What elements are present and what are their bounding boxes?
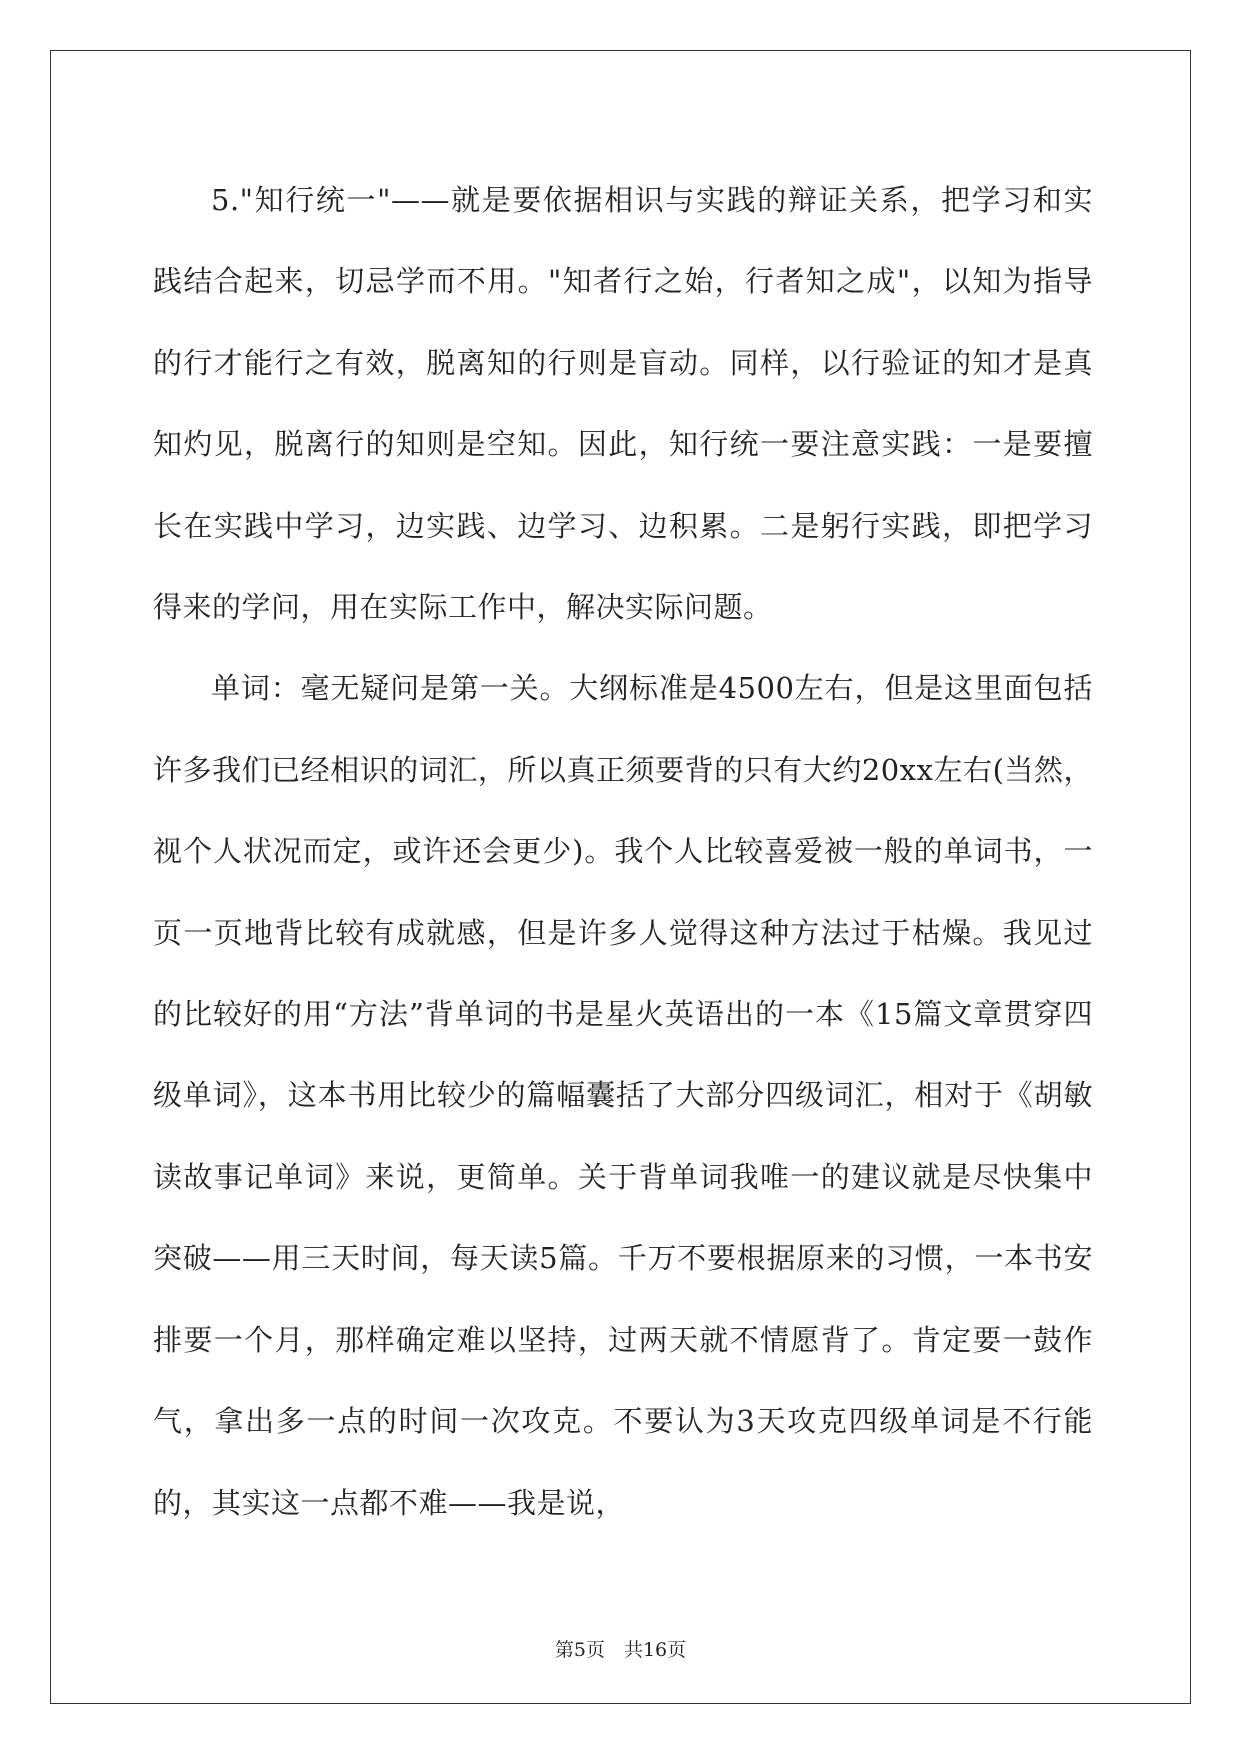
page-number-label: 第5页 共16页 <box>554 1639 687 1661</box>
paragraph-vocabulary: 单词：毫无疑问是第一关。大纲标准是4500左右，但是这里面包括许多我们已经相识的词汇，所以真正须要背的只有大约20xx左右(当然，视个人状况而定，或许还会更少)。我个人比较喜爱被一般的单词书，一页一页地背比较有成就感，但是许多人觉得这种方法过于枯燥。我见过的比较好的用“方法”背单词的书是星火英语出的一本《15篇文章贯穿四级单词》，这本书用比较少的篇幅囊括了大部分四级词汇，相对于《胡敏读故事记单词》来说，更简单。关于背单词我唯一的建议就是尽快集中突破——用三天时间，每天读5篇。千万不要根据原来的习惯，一本书安排要一个月，那样确定难以坚持，过两天就不情愿背了。肯定要一鼓作气，拿出多一点的时间一次攻克。不要认为3天攻克四级单词是不行能的，其实这一点都不难——我是说， <box>153 671 1093 1520</box>
page-footer <box>0 1635 1241 1662</box>
document-body <box>153 160 1093 1544</box>
paragraph-knowledge-practice: 5."知行统一"——就是要依据相识与实践的辩证关系，把学习和实践结合起来，切忌学而不用。"知者行之始，行者知之成"，以知为指导的行才能行之有效，脱离知的行则是盲动。同样，以行验证的知才是真知灼见，脱离行的知则是空知。因此，知行统一要注意实践：一是要擅长在实践中学习，边实践、边学习、边积累。二是躬行实践，即把学习得来的学问，用在实际工作中，解决实际问题。 <box>153 183 1093 625</box>
